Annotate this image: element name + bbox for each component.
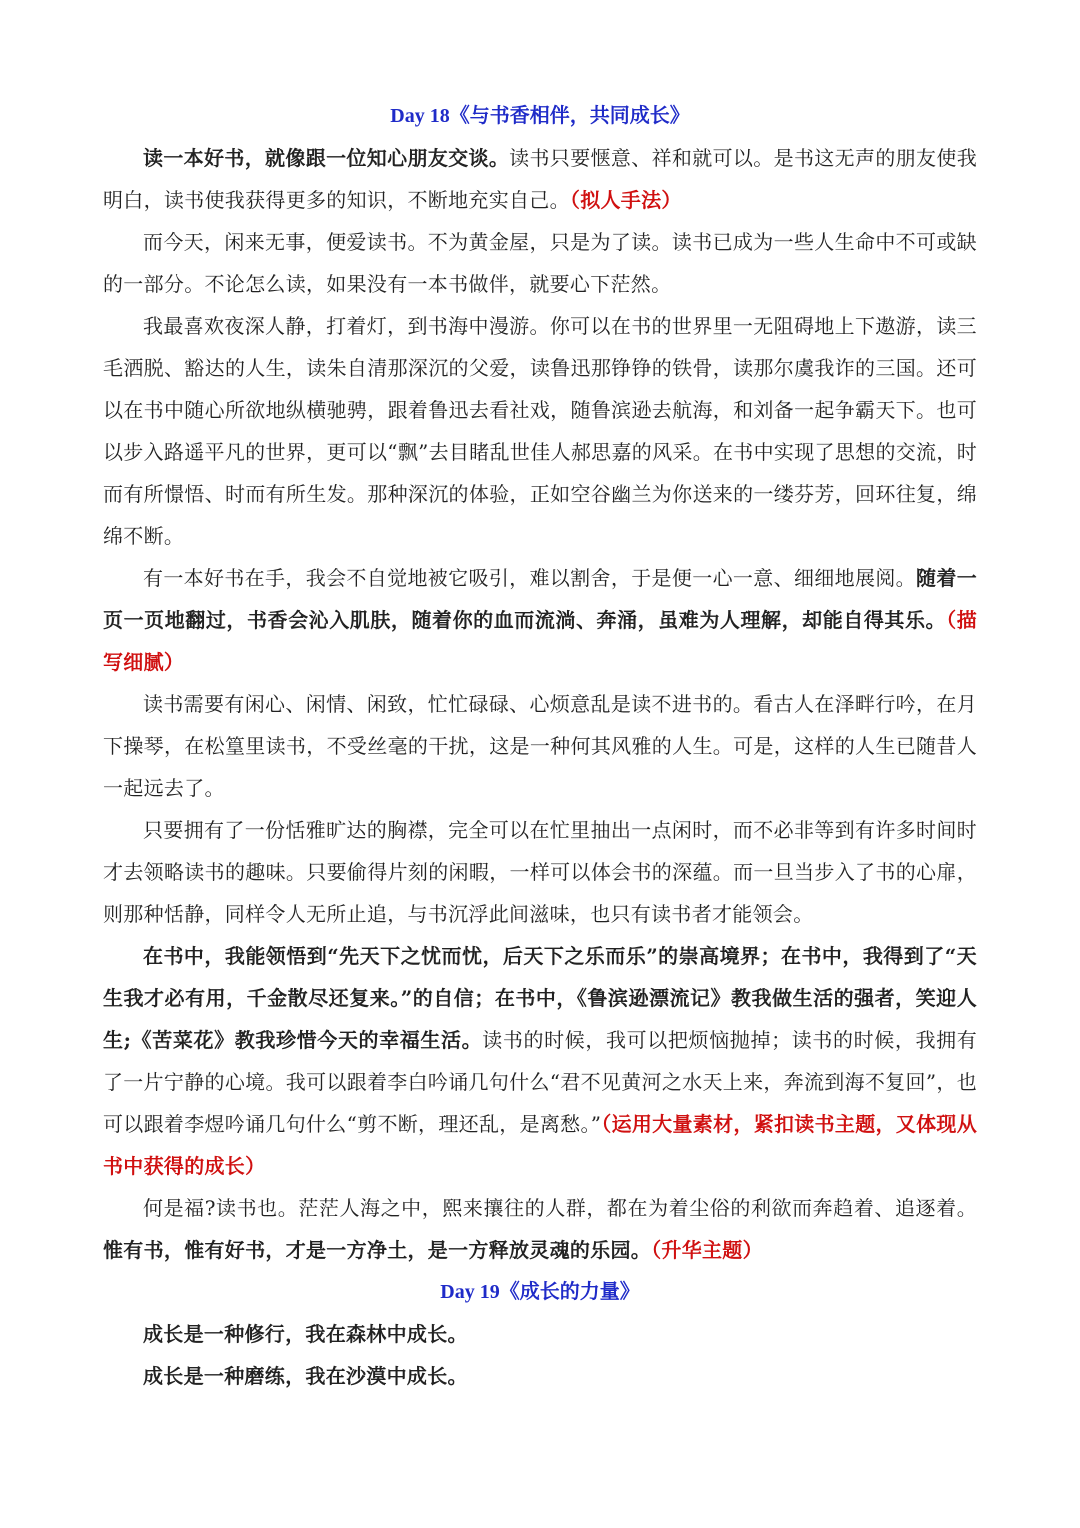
- paragraph: [103, 809, 977, 935]
- annotation-note: （升华主题）: [651, 1238, 763, 1262]
- annotation-note: （描写细腻）: [103, 608, 977, 674]
- text-run: 我最喜欢夜深人静，打着灯，到书海中漫游。你可以在书的世界里一无阻碍地上下遨游，读三毛洒脱、豁达的人生，读朱自清那深沉的父爱，读鲁迅那铮铮的铁骨，读那尔虞我诈的三国。还可以在书中随心所欲地纵横驰骋，跟着鲁迅去看社戏，随鲁滨逊去航海，和刘备一起争霸天下。也可以步入路遥平凡的世界，更可以“飘”去目睹乱世佳人郝思嘉的风采。在书中实现了思想的交流，时而有所憬悟、时而有所生发。那种深沉的体验，正如空谷幽兰为你送来的一缕芬芳，回环往复，绵绵不断。: [103, 314, 977, 548]
- section-title-day18: Day 18《与书香相伴，共同成长》: [390, 105, 690, 127]
- paragraph: [103, 221, 977, 305]
- text-run: 读一本好书，就像跟一位知心朋友交谈。: [143, 146, 510, 170]
- paragraph: [103, 683, 977, 809]
- paragraph: [103, 137, 977, 221]
- annotation-note: （拟人手法）: [569, 188, 682, 212]
- text-run: 何是福?读书也。茫茫人海之中，熙来攘往的人群，都在为着尘俗的利欲而奔趋着、追逐着。: [143, 1196, 977, 1220]
- paragraph: [103, 557, 977, 683]
- paragraph: [103, 1355, 977, 1397]
- text-run: 惟有书，惟有好书，才是一方净土，是一方释放灵魂的乐园。: [103, 1238, 652, 1262]
- annotation-note: （运用大量素材，紧扣读书主题，又体现从书中获得的成长）: [103, 1112, 978, 1178]
- paragraph: [103, 1187, 977, 1271]
- paragraph: [103, 935, 977, 1187]
- text-run: 随着一页一页地翻过，书香会沁入肌肤，随着你的血而流淌、奔涌，虽难为人理解，却能自得其乐。: [103, 566, 978, 632]
- paragraph: [103, 305, 977, 557]
- section-title-day19: Day 19《成长的力量》: [440, 1281, 640, 1303]
- text-run: 读书的时候，我可以把烦恼抛掉；读书的时候，我拥有了一片宁静的心境。我可以跟着李白吟诵几句什么“君不见黄河之水天上来，奔流到海不复回”，也可以跟着李煜吟诵几句什么“剪不断，理还乱，是离愁。”: [103, 1028, 978, 1136]
- text-run: 而今天，闲来无事，便爱读书。不为黄金屋，只是为了读。读书已成为一些人生命中不可或缺的一部分。不论怎么读，如果没有一本书做伴，就要心下茫然。: [103, 230, 977, 296]
- text-run: 有一本好书在手，我会不自觉地被它吸引，难以割舍，于是便一心一意、细细地展阅。: [143, 566, 917, 590]
- paragraph: [103, 1313, 977, 1355]
- text-run: 在书中，我能领悟到“先天下之忧而忧，后天下之乐而乐”的崇高境界；在书中，我得到了“天生我才必有用，千金散尽还复来。”的自信；在书中，《鲁滨逊漂流记》教我做生活的强者，笑迎人生;《苦菜花》教我珍惜今天的幸福生活。: [103, 944, 977, 1052]
- text-run: 读书只要惬意、祥和就可以。是书这无声的朋友使我明白，读书使我获得更多的知识，不断地充实自己。: [103, 146, 977, 212]
- text-run: 成长是一种磨练，我在沙漠中成长。: [143, 1364, 468, 1388]
- text-run: 成长是一种修行，我在森林中成长。: [143, 1322, 468, 1346]
- text-run: 读书需要有闲心、闲情、闲致，忙忙碌碌、心烦意乱是读不进书的。看古人在泽畔行吟，在月下操琴，在松篁里读书，不受丝毫的干扰，这是一种何其风雅的人生。可是，这样的人生已随昔人一起远去了。: [103, 692, 977, 800]
- text-run: 只要拥有了一份恬雅旷达的胸襟，完全可以在忙里抽出一点闲时，而不必非等到有许多时间时才去领略读书的趣味。只要偷得片刻的闲暇，一样可以体会书的深蕴。而一旦当步入了书的心扉，则那种恬静，同样令人无所止追，与书沉浮此间滋味，也只有读书者才能领会。: [103, 818, 977, 926]
